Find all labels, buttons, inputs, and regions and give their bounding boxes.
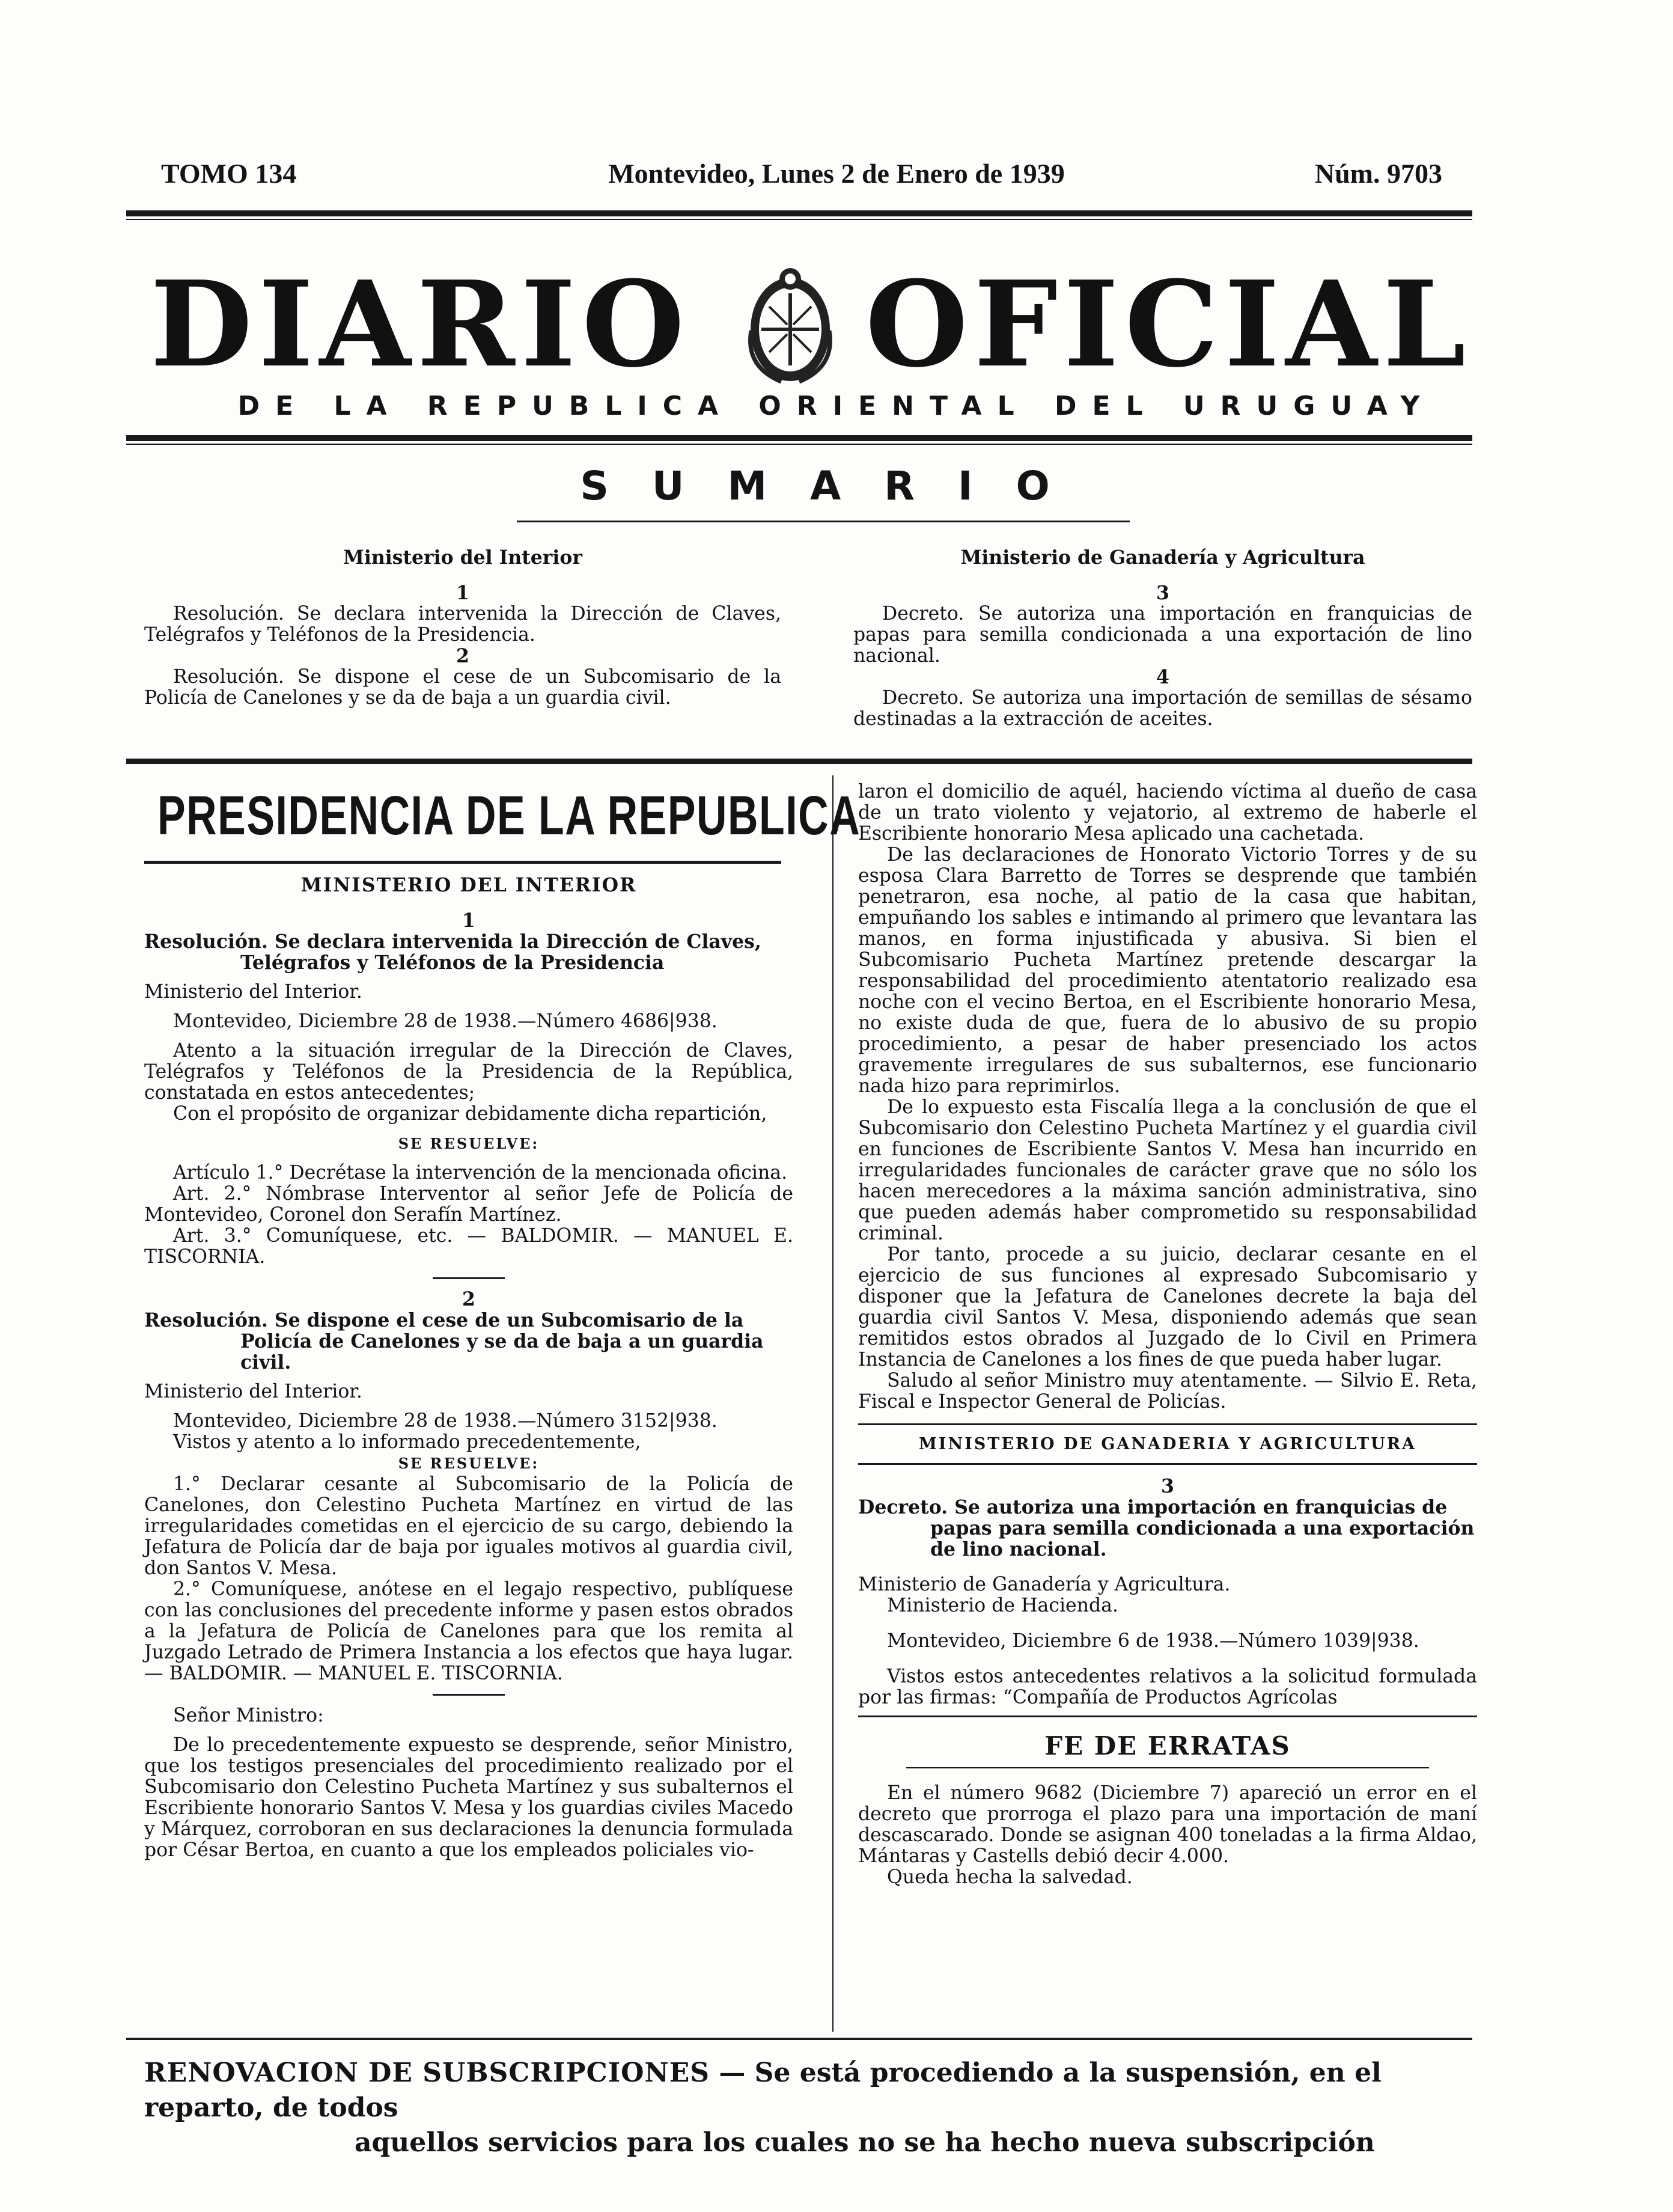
left-column bbox=[144, 875, 793, 1861]
resolution-date: Montevideo, Diciembre 28 de 1938.—Número 3152|938. bbox=[173, 1410, 718, 1432]
right-column bbox=[858, 781, 1477, 1888]
tomo-label: TOMO 134 bbox=[161, 158, 297, 189]
section-rule bbox=[858, 1716, 1477, 1717]
ministry-heading: MINISTERIO DE GANADERIA Y AGRICULTURA bbox=[918, 1435, 1417, 1453]
article: Art. 2.° Nómbrase Interventor al señor Jefe de Policía de Montevideo, Coronel don Serafín Martínez. bbox=[144, 1183, 793, 1226]
ministry-line: Ministerio de Hacienda. bbox=[887, 1595, 1118, 1616]
sumario-left bbox=[144, 547, 781, 709]
ministry-line: Ministerio del Interior. bbox=[144, 1381, 362, 1402]
masthead-rule-thin bbox=[126, 444, 1472, 445]
footer-text: aquellos servicios para los cuales no se ha hecho nueva subscripción bbox=[355, 2127, 1375, 2158]
sumario-right bbox=[853, 547, 1472, 730]
resolution-number: 2 bbox=[462, 1288, 475, 1310]
article: Artículo 1.° Decrétase la intervención de la mencionada oficina. bbox=[173, 1162, 788, 1184]
header-rule bbox=[126, 210, 1472, 216]
column-divider bbox=[832, 775, 833, 2032]
paragraph: Vistos y atento a lo informado precedentemente, bbox=[173, 1431, 641, 1453]
resolution-title: Resolución. Se dispone el cese de un Subcomisario de la Policía de Canelones y se da de baja a un guardia civil. bbox=[144, 1309, 764, 1373]
sumario-underline bbox=[517, 521, 1130, 522]
masthead bbox=[0, 255, 1673, 394]
ministry-heading: MINISTERIO DEL INTERIOR bbox=[300, 874, 637, 896]
separator bbox=[433, 1277, 505, 1279]
resuelve-label: SE RESUELVE: bbox=[398, 1135, 540, 1152]
issue-date: Montevideo, Lunes 2 de Enero de 1939 bbox=[608, 158, 1065, 189]
sumario-item: Decreto. Se autoriza una importación de semillas de sésamo destinadas a la extracción de aceites. bbox=[853, 687, 1472, 730]
paragraph: laron el domicilio de aquél, haciendo víctima al dueño de casa de un trato violento y vejatorio, al extremo de haberle el Escribiente honorario Mesa aplicado una cachetada. bbox=[858, 781, 1477, 845]
ministry-line: Ministerio del Interior. bbox=[144, 981, 362, 1003]
footer-text: — Se está procediendo a la suspensión, en el reparto, de todos bbox=[144, 2058, 1382, 2123]
masthead-word-diario: DIARIO bbox=[150, 255, 691, 394]
sumario-rule bbox=[126, 759, 1472, 764]
paragraph: En el número 9682 (Diciembre 7) apareció un error en el decreto que prorroga el plazo para una importación de maní descascarado. Donde se asignan 400 toneladas a la firma Aldao, Mántaras y Castells debió decir 4.000. bbox=[858, 1782, 1477, 1867]
section-rule bbox=[858, 1463, 1477, 1465]
sumario-item-number: 1 bbox=[456, 582, 469, 604]
footer-lead: RENOVACION DE SUBSCRIPCIONES bbox=[144, 2058, 710, 2088]
paragraph: De lo expuesto esta Fiscalía llega a la conclusión de que el Subcomisario don Celestino Pucheta Martínez y el guardia civil en funciones de Escribiente Santos V. Mesa han incurrido en irregularidades funcionales de carácter grave que no sólo los hacen merecedores a la máxima sanción administrativa, sino que pueden además haber comprometido su responsabilidad criminal. bbox=[858, 1096, 1477, 1244]
section-title-rule bbox=[144, 861, 781, 864]
resuelve-label: SE RESUELVE: bbox=[398, 1455, 540, 1472]
paragraph: Por tanto, procede a su juicio, declarar cesante en el ejercicio de sus funciones al expresado Subcomisario y disponer que la Jefatura de Canelones decrete la baja del guardia civil Santos V. Mesa, disponiendo además que sean remitidos estos obrados al Juzgado de lo Civil en Primera Instancia de Canelones a los fines de que pueda haber lugar. bbox=[858, 1244, 1477, 1370]
sumario-item-number: 4 bbox=[1156, 666, 1169, 688]
section-rule bbox=[906, 1767, 1429, 1768]
ministry-line: Ministerio de Ganadería y Agricultura. bbox=[858, 1574, 1231, 1595]
sumario-title: SUMARIO bbox=[580, 463, 1093, 509]
header-rule-thin bbox=[126, 219, 1472, 220]
separator bbox=[433, 1694, 505, 1696]
fe-de-erratas-title: FE DE ERRATAS bbox=[1044, 1731, 1291, 1761]
sumario-item: Resolución. Se dispone el cese de un Subcomisario de la Policía de Canelones y se da de baja a un guardia civil. bbox=[144, 666, 781, 709]
masthead-rule bbox=[126, 435, 1472, 441]
resolution-title: Resolución. Se declara intervenida la Dirección de Claves, Telégrafos y Teléfonos de la Presidencia bbox=[144, 930, 761, 974]
salutation: Señor Ministro: bbox=[173, 1705, 324, 1726]
paragraph: De lo precedentemente expuesto se desprende, señor Ministro, que los testigos presenciales del procedimiento realizado por el Subcomisario don Celestino Pucheta Martínez y sus subalternos el Escribiente honorario Santos V. Mesa y los guardias civiles Macedo y Márquez, corroboran en sus declaraciones la denuncia formulada por César Bertoa, en cuanto a que los empleados policiales vio- bbox=[144, 1734, 793, 1861]
article: 1.° Declarar cesante al Subcomisario de la Policía de Canelones, don Celestino Pucheta Martínez en virtud de las irregularidades cometidas en el ejercicio de su cargo, debiendo la Jefatura de Policía dar de baja por iguales motivos al guardia civil, don Santos V. Mesa. bbox=[144, 1473, 793, 1579]
decree-title: Decreto. Se autoriza una importación en franquicias de papas para semilla condicionada a una exportación de lino nacional. bbox=[858, 1496, 1475, 1560]
coat-of-arms-icon bbox=[739, 258, 841, 391]
masthead-subtitle: DE LA REPUBLICA ORIENTAL DEL URUGUAY bbox=[237, 391, 1436, 421]
sumario-right-heading: Ministerio de Ganadería y Agricultura bbox=[960, 546, 1365, 569]
sumario-item: Resolución. Se declara intervenida la Dirección de Claves, Telégrafos y Teléfonos de la Presidencia. bbox=[144, 603, 781, 646]
article: 2.° Comuníquese, anótese en el legajo respectivo, publíquese con las conclusiones del precedente informe y pasen estos obrados a la Jefatura de Policía de Canelones para que los remita al Juzgado Letrado de Primera Instancia a los efectos que haya lugar. — BALDOMIR. — MANUEL E. TISCORNIA. bbox=[144, 1578, 793, 1684]
paragraph: Saludo al señor Ministro muy atentamente. — Silvio E. Reta, Fiscal e Inspector General de Policías. bbox=[858, 1370, 1477, 1413]
paragraph: Con el propósito de organizar debidamente dicha repartición, bbox=[173, 1103, 767, 1125]
decree-number: 3 bbox=[1161, 1475, 1174, 1497]
resolution-number: 1 bbox=[462, 909, 475, 932]
section-rule bbox=[858, 1423, 1477, 1425]
decree-date: Montevideo, Diciembre 6 de 1938.—Número 1039|938. bbox=[887, 1630, 1419, 1652]
paragraph: De las declaraciones de Honorato Victorio Torres y de su esposa Clara Barretto de Torres se desprende que también penetraron, esa noche, al patio de la casa que habitan, empuñando los sables e intimando al primero que levantara las manos, en forma injustificada y abusiva. Si bien el Subcomisario Pucheta Martínez pretende descargar la responsabilidad del procedimiento atentatorio realizado esa noche con el vecino Bertoa, en el Escribiente honorario Mesa, no existe duda de que, fuera de lo abusivo de su propio procedimiento, a pesar de haber presenciado los actos gravemente irregulares de sus subalternos, ese funcionario nada hizo para reprimirlos. bbox=[858, 844, 1477, 1097]
footer-notice bbox=[144, 2056, 1490, 2160]
masthead-word-oficial: OFICIAL bbox=[865, 255, 1472, 394]
presidencia-title: PRESIDENCIA DE LA REPUBLICA bbox=[157, 785, 861, 846]
footer-rule bbox=[126, 2038, 1472, 2040]
sumario-item: Decreto. Se autoriza una importación en franquicias de papas para semilla condicionada a una exportación de lino nacional. bbox=[853, 603, 1472, 667]
paragraph: Vistos estos antecedentes relativos a la solicitud formulada por las firmas: “Compañía de Productos Agrícolas bbox=[858, 1666, 1477, 1708]
paragraph: Queda hecha la salvedad. bbox=[887, 1866, 1133, 1888]
article: Art. 3.° Comuníquese, etc. — BALDOMIR. — MANUEL E. TISCORNIA. bbox=[144, 1225, 793, 1268]
issue-number: Núm. 9703 bbox=[1314, 158, 1442, 189]
paragraph: Atento a la situación irregular de la Dirección de Claves, Telégrafos y Teléfonos de la Presidencia de la República, constatada en estos antecedentes; bbox=[144, 1040, 793, 1104]
sumario-item-number: 3 bbox=[1156, 582, 1169, 604]
resolution-date: Montevideo, Diciembre 28 de 1938.—Número 4686|938. bbox=[173, 1010, 718, 1032]
sumario-item-number: 2 bbox=[456, 645, 469, 667]
sumario-left-heading: Ministerio del Interior bbox=[343, 546, 582, 569]
